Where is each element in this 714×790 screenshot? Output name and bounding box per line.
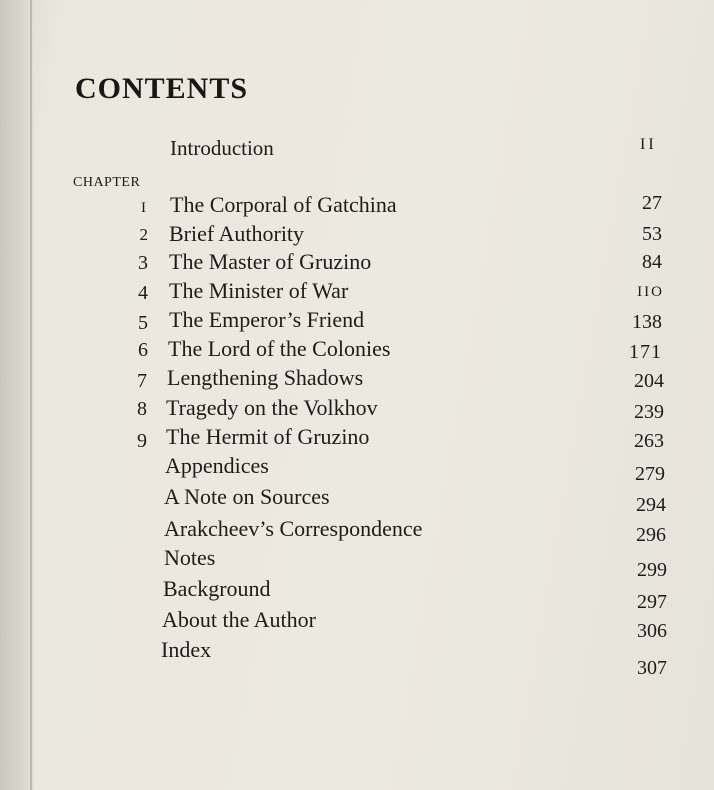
backmatter-page: 306 [637,620,667,642]
chapter-title: The Corporal of Gatchina [170,192,397,217]
chapter-page: 138 [632,311,662,333]
chapter-title: Lengthening Shadows [167,365,364,390]
chapter-page: 171 [629,341,662,363]
backmatter-title: Appendices [165,453,269,478]
introduction-title: Introduction [170,136,274,160]
backmatter-page: 279 [635,463,665,485]
backmatter-title: Background [163,576,271,601]
chapter-title: Brief Authority [169,221,305,246]
backmatter-title: A Note on Sources [164,484,330,509]
chapter-number: 6 [138,339,148,361]
chapter-page: 53 [642,223,662,245]
chapter-title: The Minister of War [169,278,349,303]
backmatter-title: Arakcheev’s Correspondence [164,516,423,541]
spine-edge [30,0,32,790]
chapter-number: 3 [138,252,148,274]
chapter-page: 27 [642,192,662,214]
backmatter-page: 307 [637,657,667,679]
chapter-page: 263 [634,430,664,452]
chapter-page: 204 [634,370,664,392]
chapter-page: IIO [637,284,664,300]
chapter-title: The Lord of the Colonies [168,336,391,361]
chapter-label: CHAPTER [73,175,141,190]
introduction-page: II [640,136,657,153]
chapter-page: 84 [642,251,662,273]
backmatter-title: About the Author [162,607,316,632]
chapter-number: 2 [139,225,148,244]
chapter-number: 5 [138,312,148,334]
backmatter-page: 296 [636,524,666,546]
page-title: CONTENTS [75,72,249,105]
chapter-number: 7 [137,370,147,392]
backmatter-page: 299 [637,559,667,581]
chapter-number: 9 [137,430,147,452]
backmatter-title: Notes [164,545,216,570]
backmatter-title: Index [161,637,212,662]
chapter-title: The Emperor’s Friend [169,307,365,332]
chapter-number: 8 [137,398,147,420]
backmatter-page: 297 [637,591,667,613]
chapter-title: The Hermit of Gruzino [166,424,370,449]
chapter-title: Tragedy on the Volkhov [166,395,378,420]
chapter-title: The Master of Gruzino [169,249,372,274]
book-spine-shadow [0,0,34,790]
chapter-page: 239 [634,401,664,423]
chapter-number: I [141,200,148,216]
chapter-number: 4 [138,282,148,304]
backmatter-page: 294 [636,494,666,516]
